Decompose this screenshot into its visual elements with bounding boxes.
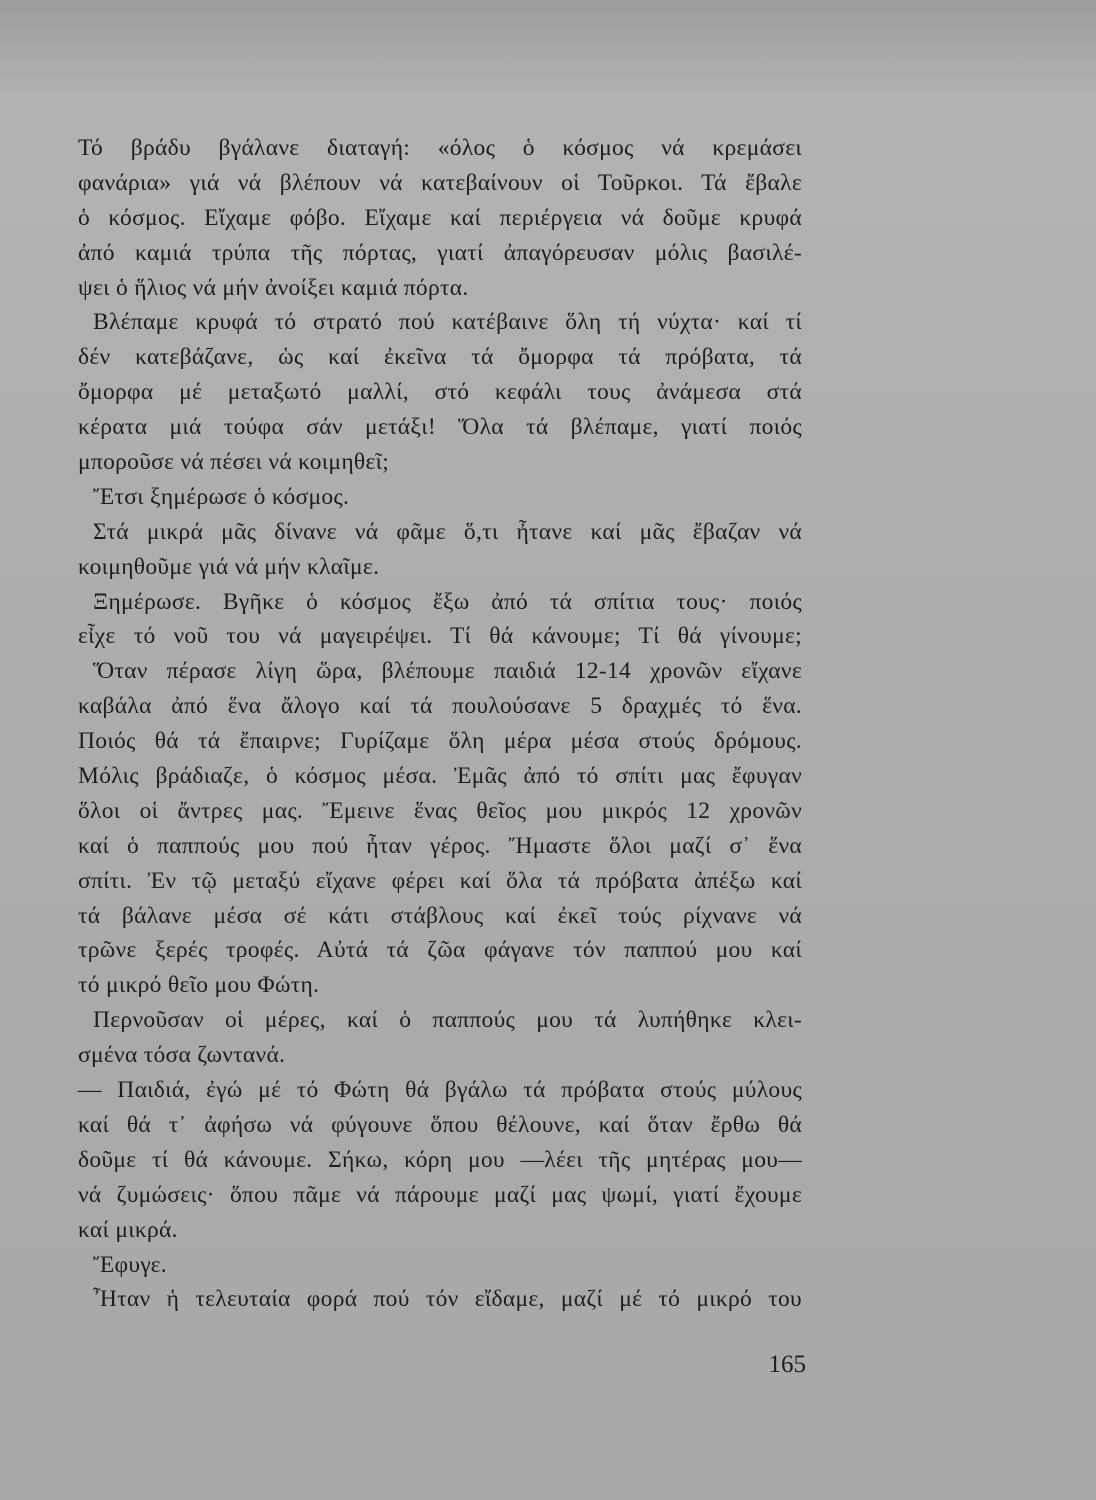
text-line-2: φανάρια» γιά νά βλέπουν νά κατεβαίνουν οἱ Τοῦρκοι. Τά ἔβαλε [78, 169, 802, 196]
text-line-15: εἶχε τό νοῦ του νά μαγειρέψει. Τί θά κάνουμε; Τί θά γίνουμε; [78, 623, 802, 650]
text-line-26: Περνοῦσαν οἱ μέρες, καί ὁ παππούς μου τά λυπήθηκε κλει- [93, 1007, 802, 1034]
text-line-13: κοιμηθοῦμε γιά νά μήν κλαῖμε. [78, 553, 380, 580]
text-line-12: Στά μικρά μᾶς δίνανε νά φᾶμε ὅ,τι ἦτανε καί μᾶς ἔβαζαν νά [93, 518, 802, 545]
text-line-5: ψει ὁ ἥλιος νά μήν ἀνοίξει καμιά πόρτα. [78, 274, 469, 301]
page-number: 165 [768, 1351, 806, 1378]
text-line-25: τό μικρό θεῖο μου Φώτη. [78, 972, 320, 999]
text-line-8: ὄμορφα μέ μεταξωτό μαλλί, στό κεφάλι τους ἀνάμεσα στά [78, 379, 802, 406]
text-line-16: Ὅταν πέρασε λίγη ὥρα, βλέπουμε παιδιά 12-14 χρονῶν εἴχανε [93, 658, 802, 685]
text-line-18: Ποιός θά τά ἔπαιρνε; Γυρίζαμε ὅλη μέρα μέσα στούς δρόμους. [78, 728, 802, 755]
text-line-23: τά βάλανε μέσα σέ κάτι στάβλους καί ἐκεῖ τούς ρίχνανε νά [78, 902, 802, 929]
text-line-24: τρῶνε ξερές τροφές. Αὐτά τά ζῶα φάγανε τόν παππού μου καί [78, 937, 802, 964]
text-line-6: Βλέπαμε κρυφά τό στρατό πού κατέβαινε ὅλη τή νύχτα· καί τί [93, 309, 802, 336]
text-line-21: καί ὁ παππούς μου πού ἦταν γέρος. Ἤμαστε ὅλοι μαζί σ᾽ ἕνα [78, 832, 802, 859]
text-line-1: Τό βράδυ βγάλανε διαταγή: «όλος ὁ κόσμος νά κρεμάσει [78, 135, 802, 161]
text-line-20: ὅλοι οἱ ἄντρες μας. Ἔμεινε ἕνας θεῖος μου μικρός 12 χρονῶν [78, 797, 802, 824]
text-line-33: Ἔφυγε. [93, 1251, 167, 1278]
text-line-7: δέν κατεβάζανε, ὡς καί ἐκεῖνα τά ὄμορφα τά πρόβατα, τά [78, 344, 802, 371]
body-text [78, 131, 802, 1317]
text-line-27: σμένα τόσα ζωντανά. [78, 1042, 286, 1069]
text-line-9: κέρατα μιά τούφα σάν μετάξι! Ὅλα τά βλέπαμε, γιατί ποιός [78, 414, 802, 441]
text-line-19: Μόλις βράδιαζε, ὁ κόσμος μέσα. Ἐμᾶς ἀπό τό σπίτι μας ἔφυγαν [78, 763, 802, 790]
text-line-3: ὁ κόσμος. Εἴχαμε φόβο. Εἴχαμε καί περιέργεια νά δοῦμε κρυφά [78, 204, 802, 231]
text-line-17: καβάλα ἀπό ἕνα ἄλογο καί τά πουλούσανε 5 δραχμές τό ἕνα. [78, 693, 802, 720]
text-line-32: καί μικρά. [78, 1216, 178, 1243]
text-line-14: Ξημέρωσε. Βγῆκε ὁ κόσμος ἔξω ἀπό τά σπίτια τους· ποιός [93, 588, 802, 615]
text-line-31: νά ζυμώσεις· ὅπου πᾶμε νά πάρουμε μαζί μας ψωμί, γιατί ἔχουμε [78, 1181, 802, 1208]
text-line-34: Ἦταν ἡ τελευταία φορά πού τόν εἴδαμε, μαζί μέ τό μικρό του [93, 1286, 802, 1313]
text-line-29: καί θά τ᾽ ἀφήσω νά φύγουνε ὅπου θέλουνε, καί ὅταν ἔρθω θά [78, 1111, 802, 1138]
text-line-30: δοῦμε τί θά κάνουμε. Σήκω, κόρη μου —λέει τῆς μητέρας μου— [78, 1146, 802, 1173]
text-line-4: ἀπό καμιά τρύπα τῆς πόρτας, γιατί ἀπαγόρευσαν μόλις βασιλέ- [78, 239, 802, 266]
text-line-22: σπίτι. Ἐν τῷ μεταξύ εἴχανε φέρει καί ὅλα τά πρόβατα ἀπέξω καί [78, 867, 802, 894]
text-line-11: Ἔτσι ξημέρωσε ὁ κόσμος. [93, 483, 350, 510]
text-line-28: — Παιδιά, ἐγώ μέ τό Φώτη θά βγάλω τά πρόβατα στούς μύλους [78, 1077, 802, 1104]
text-line-10: μποροῦσε νά πέσει νά κοιμηθεῖ; [78, 449, 390, 476]
